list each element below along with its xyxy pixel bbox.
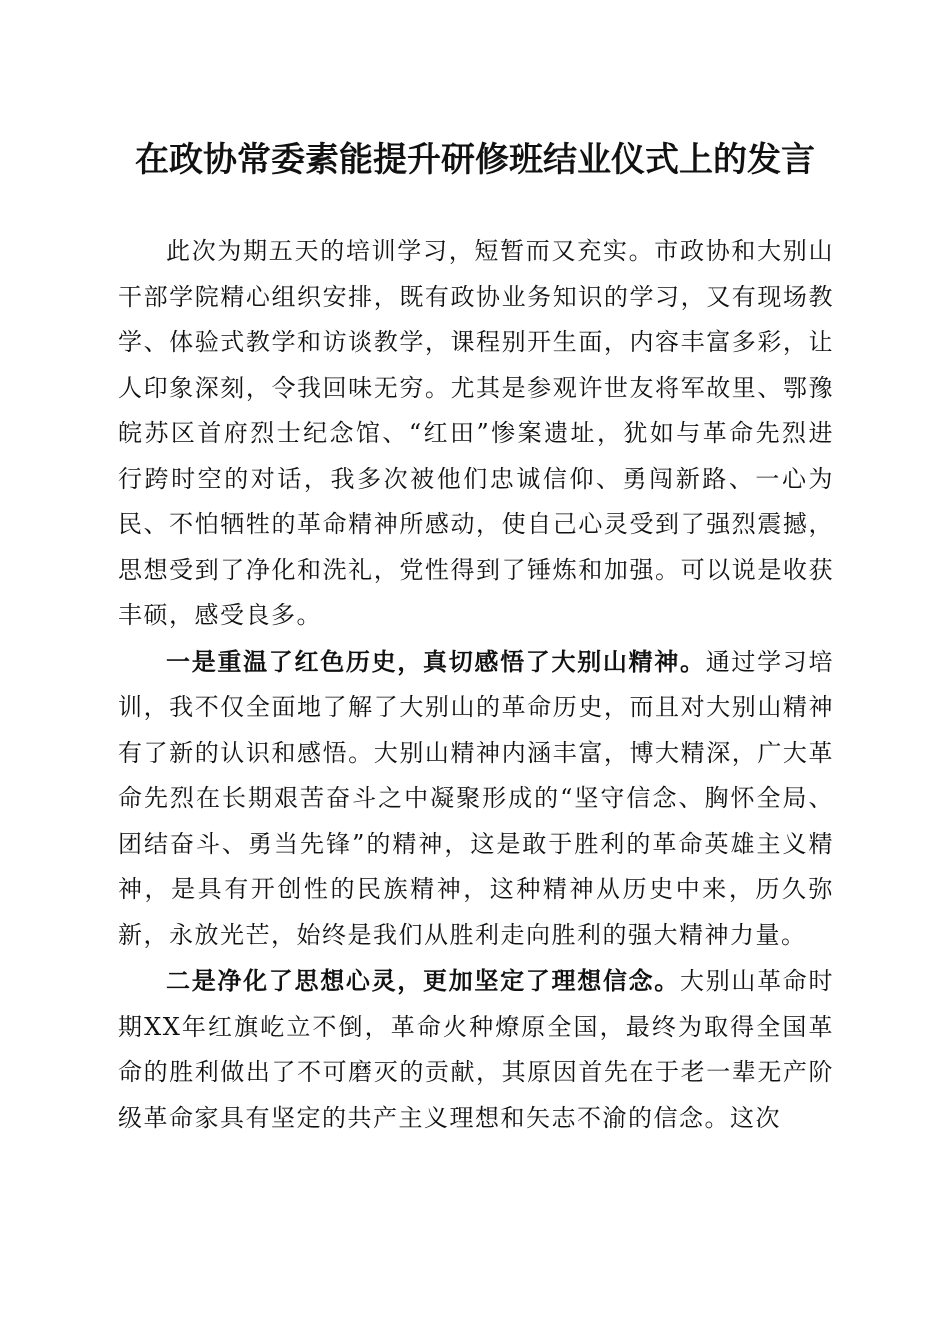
page-title: 在政协常委素能提升研修班结业仪式上的发言 (135, 140, 815, 180)
paragraph-text: 此次为期五天的培训学习，短暂而又充实。市政协和大别山干部学院精心组织安排，既有政协业务知识的学习，又有现场教学、体验式教学和访谈教学，课程别开生面，内容丰富多彩，让人印象深刻，令我回味无穷。尤其是参观许世友将军故里、鄂豫皖苏区首府烈士纪念馆、“红田”惨案遗址，犹如与革命先烈进行跨时空的对话，我多次被他们忠诚信仰、勇闯新路、一心为民、不怕牺牲的革命精神所感动，使自己心灵受到了强烈震撼，思想受到了净化和洗礼，党性得到了锤炼和加强。可以说是收获丰硕，感受良多。 (118, 237, 834, 629)
paragraph-text: 通过学习培训，我不仅全面地了解了大别山的革命历史，而且对大别山精神有了新的认识和感悟。大别山精神内涵丰富，博大精深，广大革命先烈在长期艰苦奋斗之中凝聚形成的“坚守信念、胸怀全局、团结奋斗、勇当先锋”的精神，这是敢于胜利的革命英雄主义精神，是具有开创性的民族精神，这种精神从历史中来，历久弥新，永放光芒，始终是我们从胜利走向胜利的强大精神力量。 (118, 647, 835, 949)
paragraph-lead: 二是净化了思想心灵，更加坚定了理想信念。 (166, 966, 680, 995)
paragraph-intro (118, 228, 834, 639)
paragraph-lead: 一是重温了红色历史，真切感悟了大别山精神。 (166, 646, 706, 676)
paragraph-text: 大别山革命时期XX年红旗屹立不倒，革命火种燎原全国，最终为取得全国革命的胜利做出了不可磨灭的贡献，其原因首先在于老一辈无产阶级革命家具有坚定的共产主义理想和矢志不渝的信念。这次 (118, 967, 834, 1132)
document-body (118, 228, 834, 1141)
paragraph-point-two (118, 958, 834, 1141)
paragraph-point-one (118, 639, 834, 959)
